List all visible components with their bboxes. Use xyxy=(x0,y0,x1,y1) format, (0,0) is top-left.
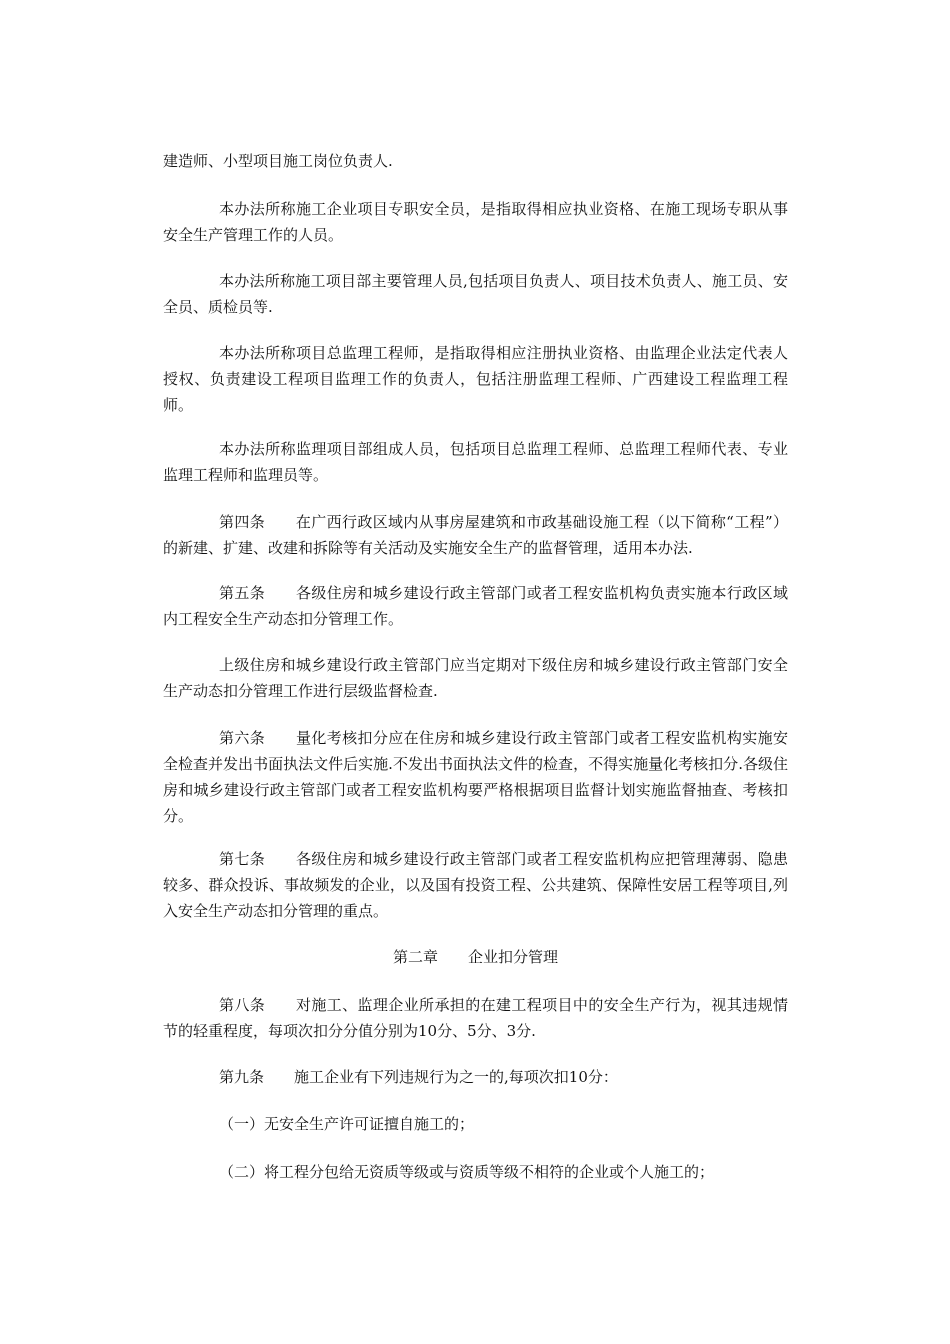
paragraph-safety-officer-definition: 本办法所称施工企业项目专职安全员，是指取得相应执业资格、在施工现场专职从事安全生产管理工作的人员。 xyxy=(163,200,788,244)
article-5: 第五条 各级住房和城乡建设行政主管部门或者工程安监机构负责实施本行政区域内工程安全生产动态扣分管理工作。 xyxy=(163,584,788,628)
article-4: 第四条 在广西行政区域内从事房屋建筑和市政基础设施工程（以下简称“工程”）的新建、扩建、改建和拆除等有关活动及实施安全生产的监督管理，适用本办法. xyxy=(163,513,788,557)
paragraph-supervision-staff-definition: 本办法所称监理项目部组成人员，包括项目总监理工程师、总监理工程师代表、专业监理工程师和监理员等。 xyxy=(163,440,788,484)
paragraph-level-supervision: 上级住房和城乡建设行政主管部门应当定期对下级住房和城乡建设行政主管部门安全生产动态扣分管理工作进行层级监督检查. xyxy=(163,656,788,700)
list-item: （二）将工程分包给无资质等级或与资质等级不相符的企业或个人施工的； xyxy=(219,1163,715,1181)
article-7: 第七条 各级住房和城乡建设行政主管部门或者工程安监机构应把管理薄弱、隐患较多、群众投诉、事故频发的企业，以及国有投资工程、公共建筑、保障性安居工程等项目,列入安全生产动态扣分管理的重点。 xyxy=(163,850,788,920)
chapter-heading: 第二章 企业扣分管理 xyxy=(392,948,558,966)
paragraph-chief-supervisor-definition: 本办法所称项目总监理工程师，是指取得相应注册执业资格、由监理企业法定代表人授权、负责建设工程项目监理工作的负责人，包括注册监理工程师、广西建设工程监理工程师。 xyxy=(163,344,788,414)
paragraph-management-staff-definition: 本办法所称施工项目部主要管理人员,包括项目负责人、项目技术负责人、施工员、安全员、质检员等. xyxy=(163,272,788,316)
article-8: 第八条 对施工、监理企业所承担的在建工程项目中的安全生产行为，视其违规情节的轻重程度，每项次扣分分值分别为10分、5分、3分. xyxy=(163,996,788,1040)
article-9: 第九条 施工企业有下列违规行为之一的,每项次扣10分： xyxy=(219,1068,618,1086)
list-item: （一）无安全生产许可证擅自施工的； xyxy=(219,1115,475,1133)
paragraph-continuation: 建造师、小型项目施工岗位负责人. xyxy=(163,152,393,170)
article-6: 第六条 量化考核扣分应在住房和城乡建设行政主管部门或者工程安监机构实施安全检查并发出书面执法文件后实施.不发出书面执法文件的检查，不得实施量化考核扣分.各级住房和城乡建设行政主管部门或者工程安监机构要严格根据项目监督计划实施监督抽查、考核扣分。 xyxy=(163,729,788,825)
